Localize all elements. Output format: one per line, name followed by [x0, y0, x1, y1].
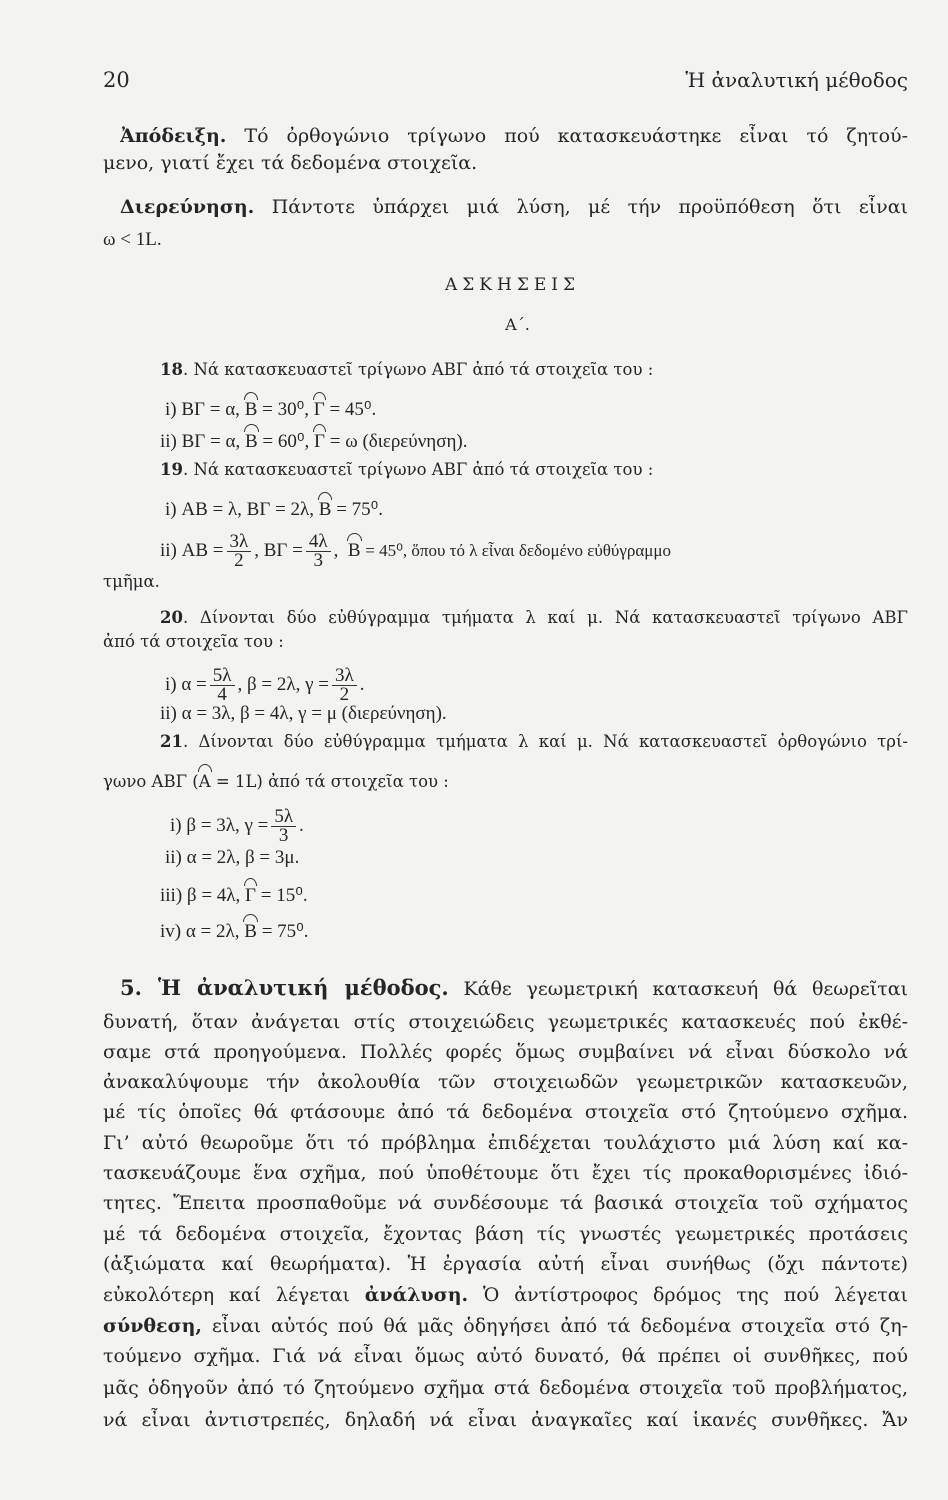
angle-b: Β [318, 499, 332, 520]
page-number: 20 [103, 68, 130, 92]
exercise-20-line2: ἀπό τά στοιχεῖα του : [103, 632, 284, 651]
formula-part: . [359, 673, 365, 695]
numerator: 4λ [306, 533, 331, 552]
paragraph-line [103, 1314, 908, 1338]
exercise-20 [160, 606, 908, 630]
exercise-text: . Νά κατασκευαστεῖ τρίγωνο ΑΒΓ ἀπό τά στοιχεῖα του : [182, 360, 654, 379]
text: Ὁ ἀντίστροφος δρόμος της πού λέγεται [468, 1284, 908, 1306]
running-title: Ἡ ἀναλυτική μέθοδος [685, 68, 908, 92]
fraction [306, 533, 331, 570]
numerator: 3λ [227, 533, 252, 552]
denominator: 2 [339, 684, 350, 705]
exercise-text: . Νά κατασκευαστεῖ τρίγωνο ΑΒΓ ἀπό τά στοιχεῖα του : [182, 460, 654, 479]
formula-part: iii) β = 4λ, [160, 885, 241, 906]
exercise-18 [160, 358, 948, 382]
paragraph-line: μέ τά δεδομένα στοιχεῖα, ἔχοντας βάση τίς γνωστές γεωμετρικές προτάσεις [103, 1223, 908, 1245]
angle-g: Γ [245, 885, 256, 906]
paragraph-line: μᾶς ὁδηγοῦν ἀπό τό ζητούμενο σχῆμα στά δεδομένα στοιχεῖα τοῦ προβλήματος, [103, 1377, 908, 1399]
paragraph-line: νά εἶναι ἀντιστρεπές, δηλαδή νά εἶναι ἀναγκαῖες καί ἱκανές συνθῆκες. Ἄν [103, 1409, 908, 1431]
exercise-number: 19 [160, 460, 183, 479]
text: εὐκολότερη καί λέγεται [103, 1284, 365, 1306]
fraction [271, 808, 296, 845]
paragraph-line: ἀνακαλύψουμε τήν ἀκολουθία τῶν στοιχειωδῶν γεωμετρικῶν κατασκευῶν, [103, 1071, 908, 1093]
fraction [210, 667, 235, 704]
exercise-text: . Δίνονται δύο εὐθύγραμμα τμήματα λ καί μ. Νά κατασκευαστεῖ τρίγωνο ΑΒΓ [182, 608, 908, 627]
exercise-19 [160, 458, 948, 482]
term-synthesis: σύνθεση, [103, 1315, 203, 1337]
formula-part: = 75⁰. [261, 921, 309, 942]
exercise-text: . Δίνονται δύο εὐθύγραμμα τμήματα λ καί μ. Νά κατασκευαστεῖ ὀρθογώνιο τρί- [182, 732, 908, 751]
exercise-18-ii [160, 430, 948, 454]
exercise-text: = 1L) ἀπό τά στοιχεῖα του : [215, 772, 449, 791]
section-title: Ἡ ἀναλυτική μέθοδος. [157, 976, 449, 1000]
formula-part: i) ΑΒ = λ, ΒΓ = 2λ, [165, 499, 315, 520]
formula-part: ii) ΒΓ = α, [160, 431, 241, 452]
angle-a: A [199, 770, 211, 794]
fraction [227, 533, 252, 570]
paragraph-line [103, 1283, 908, 1307]
exercise-21-iv [160, 920, 948, 944]
text: εἶναι αὐτός πού θά μᾶς ὁδηγήσει ἀπό τά δεδομένα στοιχεῖα στό ζη- [202, 1315, 908, 1337]
exercise-18-i [165, 398, 948, 422]
exercise-text: γωνο ΑΒΓ ( [103, 772, 199, 791]
exercise-number: 20 [160, 608, 183, 627]
numerator: 5λ [271, 808, 296, 827]
angle-g: Γ [313, 399, 325, 420]
exercise-20-ii: ii) α = 3λ, β = 4λ, γ = μ (διερεύνηση). [160, 703, 447, 724]
paragraph-line: (ἀξιώματα καί θεωρήματα). Ἡ ἐργασία αὐτή εἶναι συνήθως (ὄχι πάντοτε) [103, 1253, 908, 1275]
angle-b: Β [347, 539, 361, 561]
angle-b: Β [244, 921, 257, 942]
paragraph-line: Κάθε γεωμετρική κατασκευή θά θεωρεῖται [448, 978, 908, 1000]
proof-text-2: μενο, γιατί ἔχει τά δεδομένα στοιχεῖα. [103, 152, 478, 174]
formula-part: = 15⁰. [260, 885, 308, 906]
section-number: 5. [120, 976, 158, 1000]
formula-part: iv) α = 2λ, [160, 921, 240, 942]
paragraph-line: τητες. Ἔπειτα προσπαθοῦμε νά συνδέσουμε τά βασικά στοιχεῖα τοῦ σχήματος [103, 1192, 908, 1214]
exercise-19-tail: τμῆμα. [103, 572, 160, 591]
formula-part: = ω (διερεύνηση). [329, 431, 468, 452]
formula-part: , ΒΓ = [254, 539, 303, 561]
paragraph-line: σαμε στά προηγούμενα. Πολλές φορές ὅμως συμβαίνει νά εἶναι δύσκολο νά [103, 1041, 908, 1063]
formula-part: = 45⁰, ὅπου τό λ εἶναι δεδομένο εὐθύγραμμο [365, 540, 671, 560]
proof-text: Τό ὀρθογώνιο τρίγωνο πού κατασκευάστηκε εἶναι τό ζητού- [226, 125, 908, 147]
formula-part: . [299, 814, 304, 836]
investigation-text-2: ω < 1L. [103, 229, 162, 250]
denominator: 3 [278, 825, 289, 846]
numerator: 3λ [332, 667, 357, 686]
paragraph-line: δυνατή, ὅταν ἀνάγεται στίς στοιχειώδεις γεωμετρικές κατασκευές πού ἐκθέ- [103, 1011, 908, 1033]
investigation-text: Πάντοτε ὑπάρχει μιά λύση, μέ τήν προϋπόθεση ὅτι εἶναι [254, 196, 908, 218]
numerator: 5λ [210, 667, 235, 686]
fraction [332, 667, 357, 704]
term-analysis: ἀνάλυση. [364, 1284, 469, 1306]
paragraph-line: Γι’ αὐτό θεωροῦμε ὅτι τό πρόβλημα ἐπιδέχεται τουλάχιστο μιά λύση καί κα- [103, 1132, 908, 1154]
formula-part: i) β = 3λ, γ = [170, 814, 269, 836]
exercise-21-iii [160, 884, 948, 908]
formula-part: ii) ΑΒ = [160, 539, 224, 561]
exercise-20-i [165, 667, 948, 704]
angle-g: Γ [314, 431, 325, 452]
exercises-title: ΑΣΚΗΣΕΙΣ [445, 275, 580, 295]
formula-part: i) α = [165, 673, 207, 695]
exercise-21-line2 [103, 770, 908, 794]
formula-part: = 45⁰. [329, 399, 377, 420]
formula-part: i) ΒΓ = α, [165, 399, 240, 420]
formula-part: = 75⁰. [336, 499, 384, 520]
formula-part: , β = 2λ, γ = [237, 673, 329, 695]
exercise-21-i [170, 808, 948, 845]
denominator: 2 [234, 550, 244, 571]
denominator: 3 [313, 550, 323, 571]
exercise-number: 21 [160, 732, 183, 751]
exercise-19-i [165, 498, 948, 522]
angle-b: Β [244, 399, 258, 420]
formula-part: = 30⁰, [262, 399, 309, 420]
exercises-subtitle: Α΄. [505, 315, 530, 334]
paragraph-line: μέ τίς ὁποῖες θά φτάσουμε ἀπό τά δεδομένα στοιχεῖα στό ζητούμενο σχῆμα. [103, 1101, 908, 1123]
investigation-label: Διερεύνηση. [120, 196, 255, 218]
exercise-19-ii [160, 533, 948, 570]
exercise-21 [160, 730, 908, 754]
exercise-21-ii: ii) α = 2λ, β = 3μ. [165, 847, 300, 868]
denominator: 4 [217, 684, 227, 705]
paragraph-line: τούμενο σχῆμα. Γιά νά εἶναι ὅμως αὐτό δυνατό, θά πρέπει οἱ συνθῆκες, πού [103, 1345, 908, 1367]
paragraph-line: τασκευάζουμε ἕνα σχῆμα, πού ὑποθέτουμε ὅτι ἔχει τίς προκαθορισμένες ἰδιό- [103, 1162, 908, 1184]
formula-part: , [333, 539, 339, 561]
proof-label: Ἀπόδειξη. [120, 125, 227, 147]
exercise-number: 18 [160, 360, 183, 379]
angle-b: Β [244, 431, 258, 452]
formula-part: = 60⁰, [262, 431, 310, 452]
